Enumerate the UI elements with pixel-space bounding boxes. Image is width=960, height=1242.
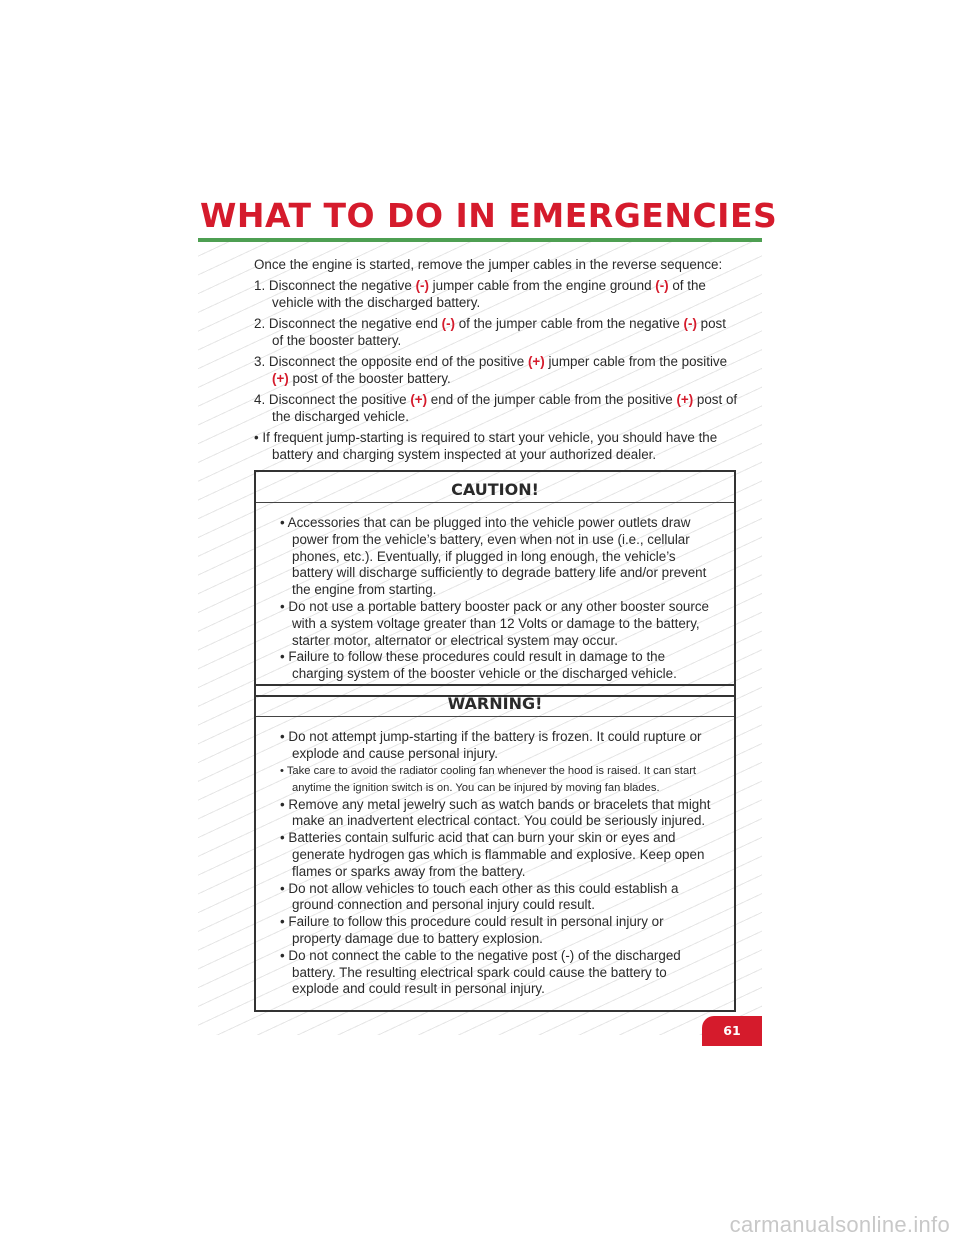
warning-item: • Take care to avoid the radiator cooling fan whenever the hood is raised. It can start anytime the ignition switch is on. You can be injured by moving fan blades. [280, 764, 697, 794]
note-bullet: • If frequent jump-starting is required to start your vehicle, you should have the battery and charging system inspected at your authorized dealer. [254, 429, 718, 462]
warning-list [256, 717, 734, 1010]
step-item: 4. Disconnect the positive (+) end of the jumper cable from the positive (+) post of the discharged vehicle. [254, 391, 738, 424]
page-number-badge: 61 [702, 1016, 762, 1046]
caution-list [256, 503, 734, 695]
warning-item: • Do not allow vehicles to touch each other as this could establish a ground connection and personal injury could result. [280, 880, 679, 913]
step-item: 3. Disconnect the opposite end of the positive (+) jumper cable from the positive (+) post of the booster battery. [254, 353, 728, 386]
caution-item: • Accessories that can be plugged into the vehicle power outlets draw power from the vehicle’s battery, even when not in use (i.e., cellular phones, etc.). Eventually, if plugged in long enough, the vehicle’s battery will discharge sufficiently to degrade battery life and/or prevent the engine from starting. [280, 515, 707, 598]
watermark: carmanualsonline.info [729, 1212, 950, 1237]
page-title: WHAT TO DO IN EMERGENCIES [200, 196, 778, 235]
caution-item: • Failure to follow these procedures could result in damage to the charging system of the booster vehicle or the discharged vehicle. [280, 649, 677, 682]
step-item: 1. Disconnect the negative (-) jumper cable from the engine ground (-) of the vehicle with the discharged battery. [254, 277, 706, 310]
warning-heading: WARNING! [256, 686, 734, 717]
caution-item: • Do not use a portable battery booster pack or any other booster source with a system voltage greater than 12 Volts or damage to the battery, starter motor, alternator or electrical system may occur. [280, 598, 709, 648]
header-divider [198, 238, 762, 242]
warning-item: • Do not attempt jump-starting if the battery is frozen. It could rupture or explode and cause personal injury. [280, 729, 702, 761]
warning-item: • Do not connect the cable to the negative post (-) of the discharged battery. The resulting electrical spark could cause the battery to explode and could result in personal injury. [280, 947, 681, 997]
warning-item: • Batteries contain sulfuric acid that can burn your skin or eyes and generate hydrogen gas which is flammable and explosive. Keep open flames or sparks away from the battery. [280, 830, 705, 879]
step-item: 2. Disconnect the negative end (-) of the jumper cable from the negative (-) post of the booster battery. [254, 315, 726, 348]
warning-item: • Failure to follow this procedure could result in personal injury or property damage due to battery explosion. [280, 914, 664, 946]
caution-heading: CAUTION! [256, 472, 734, 503]
caution-box [254, 470, 736, 697]
intro-section [254, 256, 738, 464]
warning-item: • Remove any metal jewelry such as watch bands or bracelets that might make an inadvertent electrical contact. You could be seriously injured. [280, 796, 711, 829]
warning-box [254, 684, 736, 1012]
intro-lead: Once the engine is started, remove the jumper cables in the reverse sequence: [254, 257, 723, 272]
